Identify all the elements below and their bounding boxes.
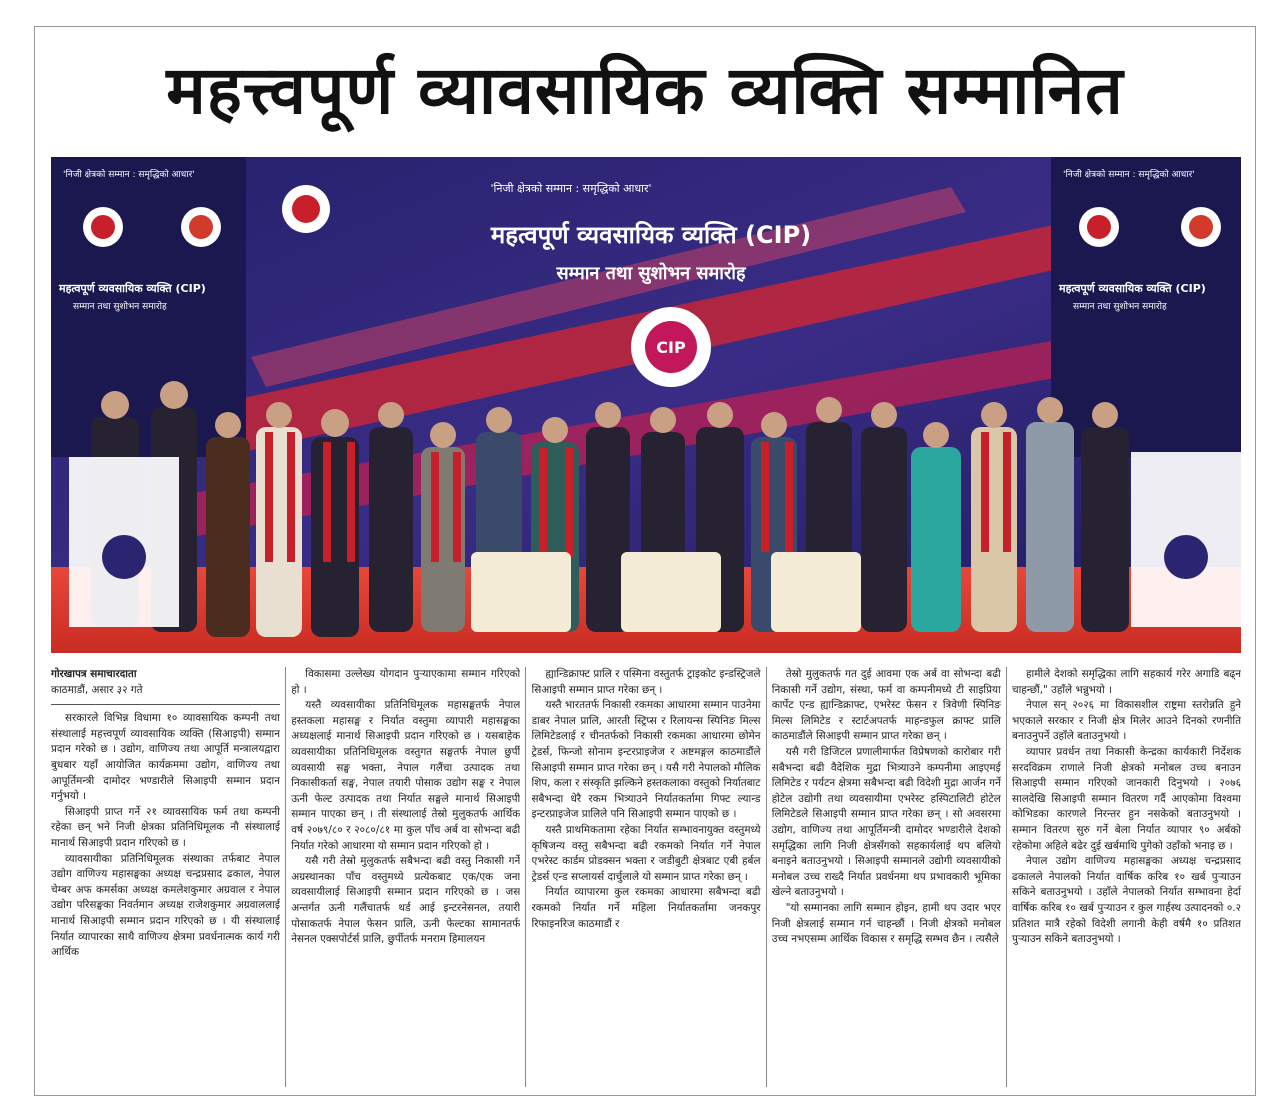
event-photo-graphic [51, 157, 1241, 653]
right-banner-tagline: 'निजी क्षेत्रको सम्मान : समृद्धिको आधार' [1063, 170, 1195, 180]
event-photo [51, 157, 1241, 653]
paragraph: यसै गरी तेस्रो मुलुकतर्फ सबैभन्दा बढी वस्तु निकासी गर्ने अग्रस्थानका पाँच वस्तुमध्ये प्रत्येकबाट एक/एक जना व्यवसायीलाई सिआइपी सम्मान प्रदान गरिएको छ । जस अन्तर्गत ऊनी गलैंचातर्फ थर्ड आई इन्टरनेसनल, तयारी पोसाकतर्फ नेपाल फेसन प्रालि, ऊनी फेल्टका सामानतर्फ नेसनल एक्सपोर्टर्स प्रालि, छुर्पीतर्फ मनराम हिमालयन [291, 855, 521, 946]
left-banner-tagline: 'निजी क्षेत्रको सम्मान : समृद्धिको आधार' [63, 170, 195, 180]
newspaper-clipping [34, 26, 1256, 1096]
column-divider [766, 667, 767, 1087]
dateline: काठमाडौं, असार ३२ गते [51, 683, 280, 706]
column-divider [285, 667, 286, 1087]
right-banner-subtitle: सम्मान तथा सुशोभन समारोह [1073, 302, 1167, 312]
column-divider [525, 667, 526, 1087]
byline: गोरखापत्र समाचारदाता [51, 668, 137, 680]
left-banner-title: महत्वपूर्ण व्यवसायिक व्यक्ति (CIP) [59, 282, 206, 295]
paragraph: विकासमा उल्लेख्य योगदान पुऱ्याएकामा सम्मान गरिएको हो । [291, 668, 521, 696]
headline: महत्त्वपूर्ण व्यावसायिक व्यक्ति सम्मानित [166, 52, 1124, 129]
article-body [51, 667, 1241, 1087]
paragraph: नेपाल उद्योग वाणिज्य महासङ्घका अध्यक्ष चन्द्रप्रसाद ढकालले नेपालको निर्यात वार्षिक करिब १० खर्ब पुऱ्याउन सकिने बताउनुभयो । उहाँले नेपालको निर्यात सम्भावना हेर्दा वार्षिक करिब १० खर्ब पुऱ्याउन र कुल गार्हस्थ उत्पादनको ०.२ प्रतिशत मात्रै रहेको विदेशी लगानी केही वर्षमै १० प्रतिशत पुऱ्याउन सकिने बताउनुभयो । [1012, 855, 1241, 946]
backdrop-title: महत्वपूर्ण व्यवसायिक व्यक्ति (CIP) [490, 221, 812, 249]
paragraph: नेपाल सन् २०२६ मा विकासशील राष्ट्रमा स्तरोन्नति हुने भएकाले सरकार र निजी क्षेत्र मिलेर आउने दिनको रणनीति बनाउनुपर्ने उहाँले बताउनुभयो । [1012, 699, 1241, 743]
paragraph: यस्तै भारततर्फ निकासी रकमका आधारमा सम्मान पाउनेमा डाबर नेपाल प्रालि, आरती स्ट्रिप्स र रिलायन्स स्पिनिङ मिल्स लिमिटेडलाई र चीनतर्फको निकासी रकमका आधारमा छोमेन ट्रेडर्स, फिन्जो सोनाम इन्टरप्राइजेज र अष्टमङ्गल काठमाडौंले सिआइपी सम्मान प्राप्त गरेका छन् । यसै गरी नेपालको मौलिक शिप, कला र संस्कृति झल्किने हस्तकलाका वस्तुको निर्यातबाट सबैभन्दा धेरै रकम भित्र्याउने निर्यातकर्तामा गिफ्ट ल्यान्ड इन्टरप्राइजेज प्रालिले पनि सिआइपी सम्मान पाएको छ । [531, 699, 761, 821]
backdrop-subtitle: सम्मान तथा सुशोभन समारोह [556, 263, 746, 284]
paragraph: सरकारले विभिन्न विधामा १० व्यावसायिक कम्पनी तथा संस्थालाई महत्त्वपूर्ण व्यावसायिक व्यक्ति (सिआइपी) सम्मान प्रदान गरेको छ । उद्योग, वाणिज्य तथा आपूर्ति मन्त्रालयद्वारा बुधबार यहाँ आयोजित कार्यक्रममा उद्योग, वाणिज्य तथा आपूर्तिमन्त्री दामोदर भण्डारीले सिआइपी सम्मान प्रदान गर्नुभयो । [51, 712, 280, 803]
paragraph: यस्तै प्राथमिकतामा रहेका निर्यात सम्भावनायुक्त वस्तुमध्ये कृषिजन्य वस्तु सबैभन्दा बढी रकमको निर्यात गर्ने नेपाल एभरेस्ट कार्डम प्रोडक्सन भक्ता र जडीबुटी क्षेत्रबाट एबी हर्बल ट्रेडर्स एन्ड सप्लायर्स दार्चुलाले यो सम्मान प्राप्त गरेका छन् । [531, 823, 761, 883]
paragraph: सिआइपी प्राप्त गर्ने २१ व्यावसायिक फर्म तथा कम्पनी रहेका छन् भने निजी क्षेत्रका प्रतिनिधिमूलक नौ संस्थालाई मानार्थ सिआइपी प्रदान गरिएको छ । [51, 805, 280, 849]
backdrop-tagline: 'निजी क्षेत्रको सम्मान : समृद्धिको आधार' [490, 182, 652, 195]
paragraph: तेस्रो मुलुकतर्फ गत दुई आवमा एक अर्ब वा सोभन्दा बढी निकासी गर्ने उद्योग, संस्था, फर्म वा कम्पनीमध्ये टी साइप्रिया कार्पेट एन्ड ह्यान्डिक्राफ्ट, एभरेस्ट फेसन र त्रिवेणी स्पिनिङ मिल्स लिमिटेड र स्टार्टअपतर्फ माहन्डफुल क्राफ्ट प्रालि काठमाडौंले सिआइपी सम्मान प्राप्त गरेका छन् । [771, 668, 1001, 743]
article-column-4 [772, 667, 1001, 1087]
paragraph: हामीले देशको समृद्धिका लागि सहकार्य गरेर अगाडि बढ्न चाहन्छौं," उहाँले भन्नुभयो । [1012, 668, 1241, 696]
paragraph: व्यापार प्रवर्धन तथा निकासी केन्द्रका कार्यकारी निर्देशक सरदविक्रम राणाले निजी क्षेत्रको मनोबल उच्च बनाउन सिआइपी सम्मान गरिएको जानकारी दिनुभयो । २०७६ सालदेखि सिआइपी सम्मान वितरण गर्दै आएकोमा विश्वमा कोभिडका कारणले निरन्तर हुन नसकेको बताउनुभयो । सम्मान वितरण सुरु गर्ने बेला निर्यात व्यापार ९० अर्बको रहेकोमा अहिले बढेर दुई खर्बमाथि पुगेको उहाँको भनाइ छ । [1012, 745, 1241, 852]
cip-logo-text: CIP [656, 338, 686, 357]
paragraph: निर्यात व्यापारमा कुल रकमका आधारमा सबैभन्दा बढी रकमको निर्यात गर्ने महिला निर्यातकर्तामा जनकपुर रिफाइनरिज काठमाडौं र [531, 886, 761, 930]
cip-logo-icon [631, 307, 711, 387]
paragraph: यस्तै व्यवसायीका प्रतिनिधिमूलक महासङ्घतर्फ नेपाल हस्तकला महासङ्घ र निर्यात वस्तुमा व्यापारी महासङ्घका अध्यक्षलाई मानार्थ सिआइपी प्रदान गरिएको छ । यसबाहेक व्यवसायीका प्रतिनिधिमूलक वस्तुगत सङ्घतर्फ नेपाल छुर्पी व्यवसायी सङ्घ भक्ता, नेपाल गलैंचा उत्पादक तथा निकासीकर्ता सङ्घ, नेपाल तयारी पोसाक उद्योग सङ्घ र नेपाल ऊनी फेल्ट उत्पादक तथा निर्यात सङ्घले मानार्थ सिआइपी सम्मान पाएका छन् । ती संस्थालाई तेस्रो मुलुकतर्फ आर्थिक वर्ष २०७९/८० र २०८०/८१ मा कुल पाँच अर्ब वा सोभन्दा बढी निर्यात गरेको आधारमा यो सम्मान प्रदान गरिएको हो । [291, 699, 521, 852]
paragraph: व्यावसायीका प्रतिनिधिमूलक संस्थाका तर्फबाट नेपाल उद्योग वाणिज्य महासङ्घका अध्यक्ष चन्द्रप्रसाद ढकाल, नेपाल चेम्बर अफ कमर्सका अध्यक्ष कमलेशकुमार अग्रवाल र नेपाल उद्योग परिसङ्घका निवर्तमान अध्यक्ष राजेशकुमार अग्रवाललाई मानार्थ सिआइपी सम्मान प्रदान गरिएको छ । यी संस्थालाई निर्यात व्यापारका साथै वाणिज्य क्षेत्रमा प्रवर्धनात्मक कार्य गरी आर्थिक [51, 852, 280, 959]
right-banner-title: महत्वपूर्ण व्यवसायिक व्यक्ति (CIP) [1059, 282, 1206, 295]
paragraph: "यो सम्मानका लागि सम्मान होइन, हामी थप उदार भएर निजी क्षेत्रलाई सम्मान गर्न चाहन्छौं । निजी क्षेत्रको मनोबल उच्च नभएसम्म आर्थिक विकास र समृद्धि सम्भव छैन । त्यसैले [771, 901, 1001, 946]
column-divider [1006, 667, 1007, 1087]
article-column-3 [532, 667, 761, 1087]
article-column-2 [291, 667, 520, 1087]
paragraph: यसै गरी डिजिटल प्रणालीमार्फत विप्रेषणको कारोबार गरी सबैभन्दा बढी वैदेशिक मुद्रा भित्र्याउने कम्पनीमा आइएमई लिमिटेड र पर्यटन क्षेत्रमा सबैभन्दा बढी विदेशी मुद्रा आर्जन गर्ने होटेल उद्योगी तथा व्यवसायीमा एभरेस्ट हस्पिटालिटी होटेल लिमिटेडले सिआइपी सम्मान प्राप्त गरेका छन् । सो अवसरमा उद्योग, वाणिज्य तथा आपूर्तिमन्त्री दामोदर भण्डारीले देशको समृद्धिका लागि निजी क्षेत्रसँगको सहकार्यलाई थप बलियो बनाइने बताउनुभयो । सिआइपी सम्मानले उद्योगी व्यवसायीको मनोबल उच्च राख्दै निर्यात प्रवर्धनमा थप प्रभावकारी भूमिका खेल्ने बताउनुभयो । [771, 745, 1001, 899]
article-column-1 [51, 667, 280, 1087]
paragraph: ह्यान्डिक्राफ्ट प्रालि र पस्मिना वस्तुतर्फ ट्राइकोट इन्डस्ट्रिजले सिआइपी सम्मान प्राप्त गरेका छन् । [531, 668, 761, 696]
left-banner-subtitle: सम्मान तथा सुशोभन समारोह [73, 302, 167, 312]
article-column-5 [1012, 667, 1241, 1087]
